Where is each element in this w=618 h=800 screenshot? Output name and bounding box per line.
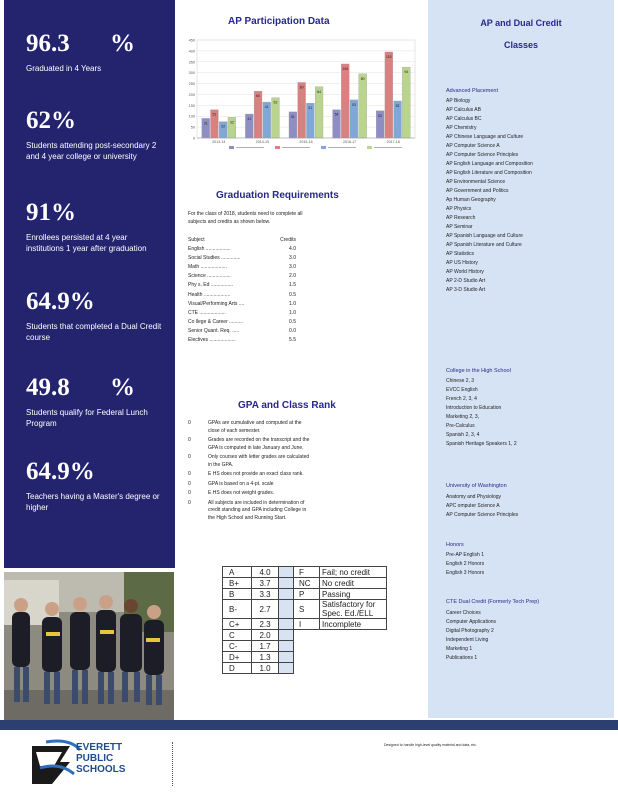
logo-line-3: SCHOOLS [76,764,126,775]
subject-header: Subject [188,237,205,243]
cte-class-item: Marketing 1 [446,646,473,652]
cte-class-item: Computer Applications [446,619,497,625]
grade-description: Satisfactory for Spec. Ed./ELL [320,600,387,619]
stat-value: 96.3 [26,30,70,57]
dual-credit-subtitle: Classes [503,40,539,50]
grade-spacer [279,578,294,589]
gpa-list [188,420,313,524]
bar [385,52,393,138]
x-tick-label: 2016-17 [342,140,357,144]
grade-letter: B+ [223,578,252,589]
requirement-row [188,328,296,337]
grade-letter: C [223,630,252,641]
gpa-item-text: GPA is based on a 4-pt. scale [208,480,274,487]
uw-class-item: Anatomy and Physiology [446,494,502,500]
stats-panel [4,0,175,568]
x-tick-label: 2013-14 [212,140,226,144]
grade-row [223,663,387,674]
graduation-requirements-title: Graduation Requirements [216,190,339,201]
grade-value: 1.0 [252,663,279,674]
ap-class-list [446,98,533,296]
y-tick-label: 0 [192,136,195,141]
requirement-credits: 3.0 [289,255,296,262]
requirements-header [188,237,296,246]
gpa-item-text: GPAs are cumulative and computed at the close of each semester. [208,420,302,434]
grade-letter: C- [223,641,252,652]
honors-section-heading: Honors [446,542,464,548]
dual-credit-panel [428,0,614,718]
ap-class-item: AP Environmental Science [446,179,506,185]
ap-section-heading: Advanced Placement [446,88,498,94]
honors-class-item: English 2 Honors [446,561,485,567]
stat-label: Enrollees persisted at 4 year institutions 1 year after graduation [26,233,147,253]
requirement-row [188,319,296,328]
gpa-item-text: All subjects are included in determination of credit standing and GPA including College in the High School and Running Start. [208,499,307,521]
logo-line-2: PUBLIC [76,753,114,764]
grade-description: No credit [320,578,387,589]
requirement-subject: Science ................. [188,273,231,280]
legend-entry-line [282,147,310,148]
stat-dual-credit [26,288,166,343]
grade-value: 1.3 [252,652,279,663]
grade-letter: B- [223,600,252,619]
legend-entry-line [328,147,356,148]
ap-class-item: AP Biology [446,98,471,104]
requirement-subject: Health ................... [188,291,231,298]
ap-class-item: AP Chemistry [446,125,477,131]
footer-bar [0,720,618,730]
grade-spacer [279,600,294,619]
gpa-item-text: E HS does not weight grades. [208,490,275,496]
bar-data-label: 52 [395,103,400,108]
requirement-credits: 3.0 [289,264,296,271]
gpa-bullet: 0 [188,499,191,506]
requirement-row [188,246,296,255]
gpa-bullet: 0 [188,480,191,487]
stat-value: 64.9% [26,458,95,485]
requirement-row [188,310,296,319]
chart-legend [229,146,402,149]
ap-class-item: AP Government and Politics [446,188,509,194]
bar-data-label: 31 [203,121,208,126]
cte-class-item: Independent Living [446,637,489,643]
grade-row [223,578,387,589]
stat-persisted [26,199,166,254]
gpa-item-text: Grades are recorded on the transcript and the GPA is computed in late January and June. [208,437,310,451]
bar-data-label: 32 [229,120,234,125]
ap-class-item: AP Calculus BC [446,116,482,122]
ap-class-item: AP Physics [446,206,472,212]
ap-class-item: AP Seminar [446,224,473,230]
grade-value: 4.0 [252,567,279,578]
stat-value: 62% [26,107,76,134]
ap-class-item: AP Chinese Language and Culture [446,134,524,140]
chs-class-item: EVCC English [446,387,478,393]
stat-label: Students qualify for Federal Lunch Program [26,408,148,428]
y-tick-label: 50 [190,125,195,130]
ap-class-item: AP English Language and Composition [446,161,533,167]
gpa-list-item [188,490,313,498]
cte-class-list [446,610,496,664]
uw-section-heading: University of Washington [446,483,507,489]
y-tick-label: 350 [188,60,195,65]
y-tick-label: 100 [188,114,195,119]
grade-spacer [279,641,294,652]
cte-section-heading: CTE Dual Credit (Formerly Tech Prep) [446,599,540,605]
y-tick-label: 200 [188,92,195,97]
legend-swatch [275,146,280,149]
bar [359,74,367,138]
gpa-bullet: 0 [188,490,191,496]
requirement-subject: Visual/Performing Arts .... [188,300,245,307]
grade-row [223,589,387,600]
requirement-credits: 0.5 [289,318,296,325]
gpa-item-text: E HS does not provide an exact class rank. [208,471,304,477]
gpa-list-item [188,454,313,469]
requirement-row [188,264,296,273]
stat-value: 91% [26,199,76,226]
cte-class-item: Publications 1 [446,655,478,661]
chs-class-item: Introduction to Education [446,405,502,411]
stat-label: Graduated in 4 Years [26,64,102,73]
grade-letter: D [223,663,252,674]
grade-row [223,630,387,641]
chs-class-item: Spanish Heritage Speakers 1, 2 [446,441,517,447]
bar-data-label: 60 [256,94,260,99]
grade-value: 2.0 [252,630,279,641]
grade-value: 3.7 [252,578,279,589]
students-photo [4,572,174,720]
chs-class-list [446,378,517,450]
bar-data-label: 41 [247,117,252,122]
gpa-list-item [188,500,313,523]
grade-description: Passing [320,589,387,600]
bar-data-label: 94 [404,70,409,75]
grade-description: Fail; no credit [320,567,387,578]
uw-class-list [446,494,518,521]
ap-class-item: AP Spanish Language and Culture [446,233,523,239]
honors-class-item: English 3 Honors [446,570,485,576]
bar [254,91,262,138]
bar-data-label: 51 [212,112,217,117]
requirement-subject: Electives ................... [188,337,236,344]
honors-class-list [446,552,484,579]
gpa-bullet: 0 [188,437,191,443]
requirement-row [188,292,296,301]
ap-class-item: AP Calculus AB [446,107,481,113]
honors-class-item: Pre-AP English 1 [446,552,484,558]
x-tick-label: 2015-16 [299,140,313,144]
requirement-credits: 1.0 [289,300,296,307]
legend-entry-line [236,147,264,148]
grade-letter: B [223,589,252,600]
stat-percent-sign: % [110,374,135,401]
gpa-list-item [188,471,313,479]
requirement-row [188,273,296,282]
stat-lunch-program [26,374,166,429]
grade-spacer [279,663,294,674]
ap-class-item: AP Computer Science Principles [446,152,519,158]
requirement-subject: Math ................... [188,264,227,271]
grade-spacer [279,652,294,663]
logo-line-1: EVERETT [76,742,123,753]
grade-spacer [279,567,294,578]
y-tick-label: 450 [188,38,195,43]
stat-label: Students attending post-secondary 2 and 4 year college or university [26,141,157,161]
bar-data-label: 115 [386,54,392,59]
chs-class-item: Chinese 2, 3 [446,378,475,384]
bar [298,82,306,138]
uw-class-item: AP Computer Science Principles [446,512,519,518]
grade-letter: C+ [223,619,252,630]
gpa-bullet: 0 [188,420,191,426]
bar-data-label: 51 [290,114,295,119]
bar-data-label: 64 [317,89,322,94]
requirement-row [188,282,296,291]
legend-swatch [321,146,326,149]
dual-credit-title: AP and Dual Credit [480,18,562,28]
grade-spacer [279,630,294,641]
grade-scale-table [222,566,387,674]
gpa-list-item [188,437,313,452]
chs-class-item: Spanish 2, 3, 4 [446,432,480,438]
requirement-subject: Phy s. Ed ................ [188,282,234,289]
grade-row [223,619,387,630]
bar [315,87,323,138]
x-axis-ticks [197,138,415,144]
grade-spacer [279,589,294,600]
requirement-subject: Social Studies .............. [188,255,241,262]
bar-data-label: 22 [221,124,226,129]
grade-code: S [294,600,320,619]
ap-class-item: AP English Literature and Composition [446,170,532,176]
y-tick-label: 150 [188,103,195,108]
requirement-credits: 2.0 [289,273,296,280]
legend-swatch [367,146,372,149]
grade-row [223,600,387,619]
ap-class-item: AP World History [446,269,484,275]
bar-data-label: 106 [342,66,349,71]
requirement-credits: 4.0 [289,246,296,253]
grade-row [223,652,387,663]
grade-value: 2.3 [252,619,279,630]
bar-data-label: 54 [334,112,339,117]
requirement-credits: 5.5 [289,337,296,344]
gpa-list-item [188,420,313,435]
gpa-list-item [188,481,313,489]
y-axis-ticks [189,39,195,141]
grade-spacer [279,619,294,630]
requirement-row [188,337,296,346]
stat-percent-sign: % [110,30,135,57]
requirement-credits: 0.0 [289,327,296,334]
x-tick-label: 2017-18 [386,140,400,144]
legend-entry-line [374,147,402,148]
gpa-bullet: 0 [188,454,191,460]
grade-letter: D+ [223,652,252,663]
credits-header: Credits [280,237,296,243]
y-tick-label: 250 [188,82,195,87]
requirement-subject: Co llege & Career .......... [188,318,244,325]
bar-data-label: 41 [264,105,269,110]
stat-masters-degree [26,458,166,513]
grade-code: NC [294,578,320,589]
grade-value: 1.7 [252,641,279,652]
x-tick-label: 2014-15 [255,140,270,144]
grade-description: Incomplete [320,619,387,630]
bar-data-label: 51 [308,106,313,111]
bar [402,67,410,138]
bar-data-label: 80 [360,76,365,81]
y-tick-label: 400 [188,49,195,54]
gpa-class-rank-title: GPA and Class Rank [238,400,336,411]
requirement-row [188,301,296,310]
chs-class-item: French 2, 3, 4 [446,396,477,402]
requirement-credits: 1.5 [289,282,296,289]
gpa-bullet: 0 [188,471,191,477]
chs-class-item: Pre-Calculus [446,423,475,429]
requirement-subject: English .................. [188,246,231,253]
grade-row [223,641,387,652]
grade-code: I [294,619,320,630]
stat-post-secondary [26,107,166,162]
ap-class-item: AP 2-D Studio Art [446,278,486,284]
ap-participation-chart [183,38,418,160]
grade-code: F [294,567,320,578]
stat-label: Teachers having a Master's degree or higher [26,492,160,512]
cte-class-item: Career Choices [446,610,481,616]
uw-class-item: APC omputer Science A [446,503,500,509]
grade-row [223,567,387,578]
requirement-credits: 0.5 [289,291,296,298]
footer-note: Designed to handle high-level quality material and data, etc. [384,743,477,747]
bar-data-label: 80 [299,85,304,90]
ap-class-item: AP US History [446,260,478,266]
requirement-subject: CTE ................... [188,309,226,316]
ap-class-item: AP Spanish Literature and Culture [446,242,522,248]
y-tick-label: 300 [188,71,195,76]
ap-class-item: AP Research [446,215,476,221]
ap-class-item: AP 3-D Studio Art [446,287,486,293]
cte-class-item: Digital Photography 2 [446,628,494,634]
gpa-item-text: Only courses with letter grades are calculated in the GPA. [208,454,310,468]
requirements-table [188,237,296,346]
ap-class-item: AP Computer Science A [446,143,500,149]
ap-participation-title: AP Participation Data [228,16,330,27]
grade-letter: A [223,567,252,578]
footer-divider [172,742,173,786]
grade-value: 3.3 [252,589,279,600]
requirement-subject: Senior Quant. Req. ..... [188,327,240,334]
chs-class-item: Marketing 2, 3, [446,414,480,420]
requirement-row [188,255,296,264]
grade-value: 2.7 [252,600,279,619]
bar-data-label: 53 [352,102,356,107]
ap-class-item: Ap Human Geography [446,197,496,203]
stat-value: 49.8 [26,374,70,401]
bar-data-label: 52 [273,100,278,105]
stat-label: Students that completed a Dual Credit course [26,322,162,342]
requirement-credits: 1.0 [289,309,296,316]
ap-class-item: AP Statistics [446,251,474,257]
bar-data-label: 52 [378,113,383,118]
legend-swatch [229,146,234,149]
requirements-intro: For the class of 2018, students need to complete all subjects and credits as shown below. [188,211,303,225]
stat-graduation [26,30,166,75]
stat-value: 64.9% [26,288,95,315]
grade-code: P [294,589,320,600]
chs-section-heading: College in the High School [446,368,511,374]
bar [341,64,349,138]
